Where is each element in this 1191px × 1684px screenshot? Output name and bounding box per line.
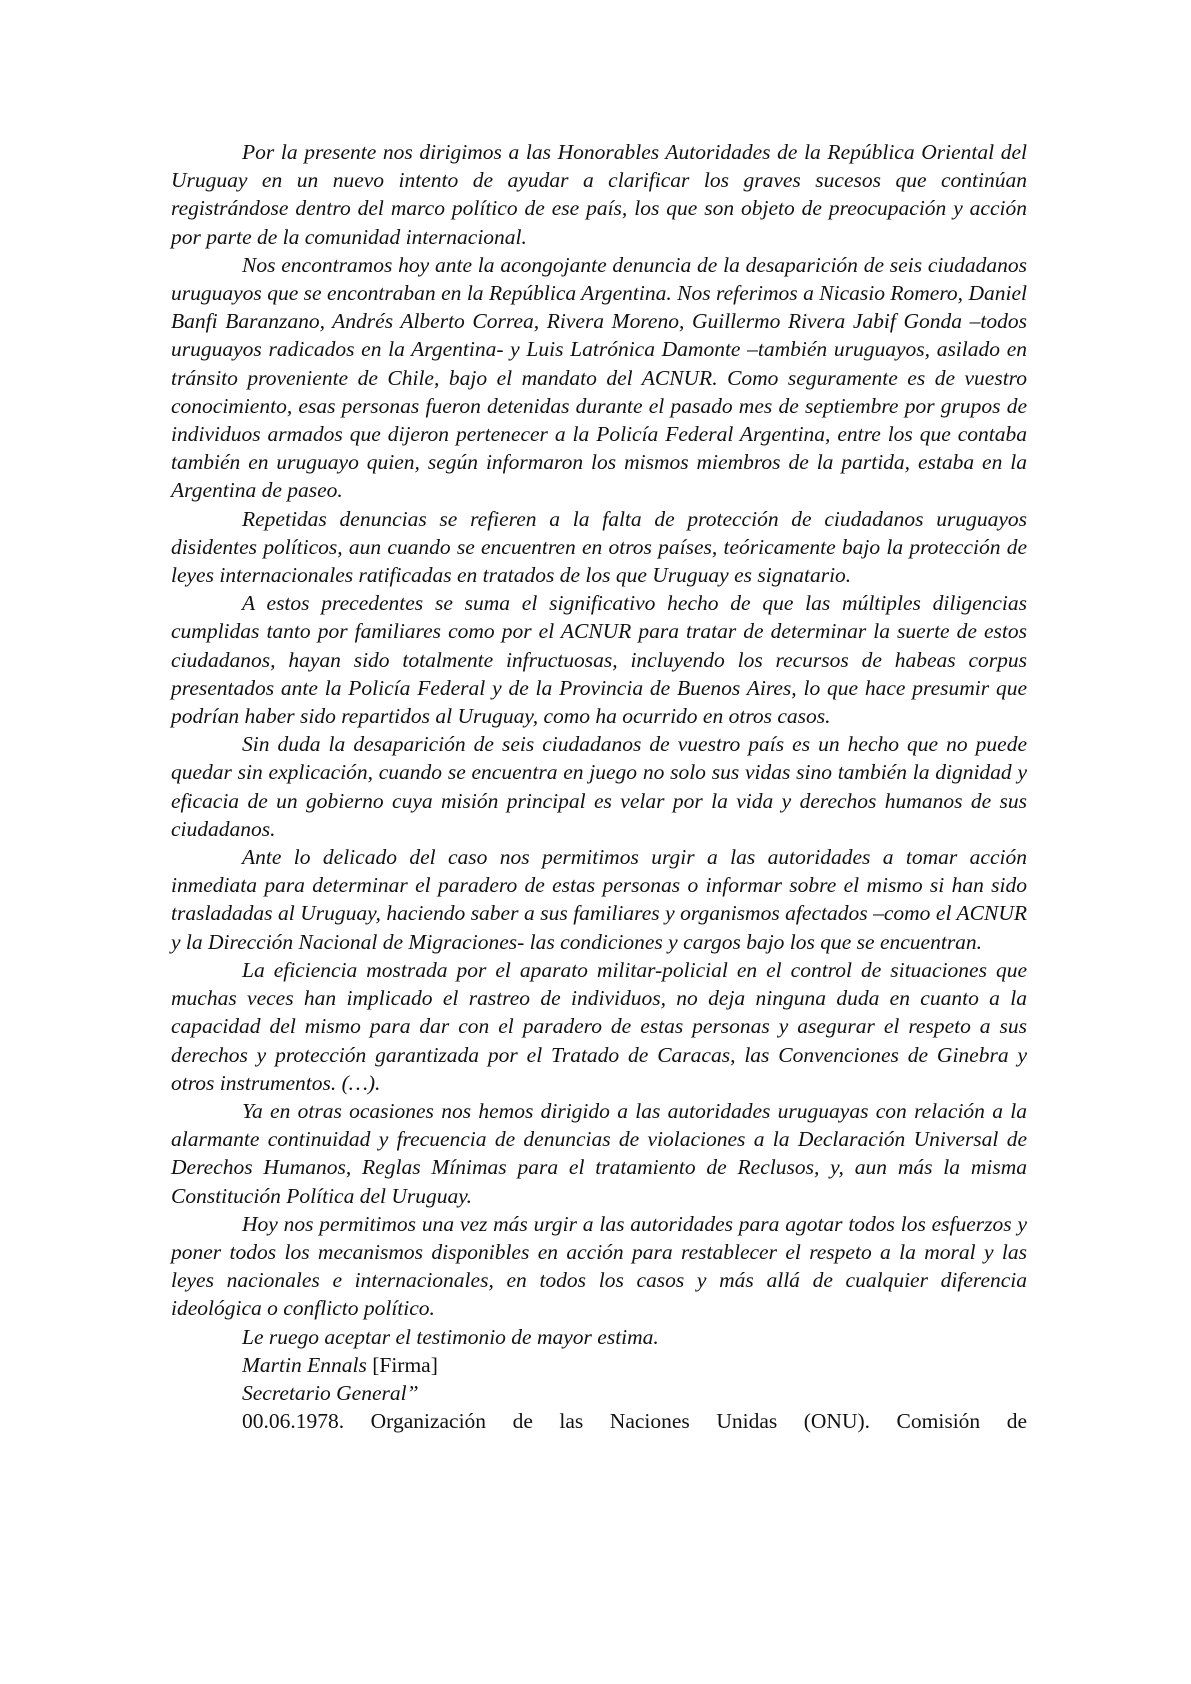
- next-entry-line: 00.06.1978. Organización de las Naciones Unidas (ONU). Comisión de: [242, 1409, 1027, 1434]
- paragraph-1: Por la presente nos dirigimos a las Honorables Autoridades de la República Oriental del Uruguay en un nuevo intento de ayudar a clarificar los graves sucesos que continúan registrándose dentro del marco político de ese país, los que son objeto de preocupación y acción por parte de la comunidad internacional.: [171, 140, 1027, 249]
- paragraph-8: Ya en otras ocasiones nos hemos dirigido a las autoridades uruguayas con relación a la alarmante continuidad y frecuencia de denuncias de violaciones a la Declaración Universal de Derechos Humanos, Reglas Mínimas para el tratamiento de Reclusos, y, aun más la misma Constitución Política del Uruguay.: [171, 1098, 1027, 1208]
- document-page: [171, 138, 1027, 1435]
- signatory-title: Secretario General”: [242, 1380, 419, 1405]
- signatory-line: [171, 1351, 1027, 1379]
- paragraph-7: La eficiencia mostrada por el aparato militar-policial en el control de situaciones que muchas veces han implicado el rastreo de individuos, no deja ninguna duda en cuanto a la capacidad del mismo para dar con el paradero de estas personas y asegurar el respeto a sus derechos y protección garantizada por el Tratado de Caracas, las Convenciones de Ginebra y otros instrumentos. (…).: [171, 957, 1027, 1095]
- signature-note: [Firma]: [372, 1352, 438, 1377]
- signatory-name: Martin Ennals: [242, 1352, 367, 1377]
- paragraph-3: Repetidas denuncias se refieren a la falta de protección de ciudadanos uruguayos disidentes políticos, aun cuando se encuentren en otros países, teóricamente bajo la protección de leyes internacionales ratificadas en tratados de los que Uruguay es signatario.: [171, 506, 1027, 588]
- paragraph-5: Sin duda la desaparición de seis ciudadanos de vuestro país es un hecho que no puede quedar sin explicación, cuando se encuentra en juego no solo sus vidas sino también la dignidad y eficacia de un gobierno cuya misión principal es velar por la vida y derechos humanos de sus ciudadanos.: [171, 732, 1027, 841]
- paragraph-9: Hoy nos permitimos una vez más urgir a las autoridades para agotar todos los esfuerzos y poner todos los mecanismos disponibles en acción para restablecer el respeto a la moral y las leyes nacionales e internacionales, en todos los casos y más allá de cualquier diferencia ideológica o conflicto político.: [171, 1211, 1027, 1321]
- closing-line: Le ruego aceptar el testimonio de mayor estima.: [242, 1324, 659, 1349]
- paragraph-6: Ante lo delicado del caso nos permitimos urgir a las autoridades a tomar acción inmediata para determinar el paradero de estas personas o informar sobre el mismo si han sido trasladadas al Uruguay, haciendo saber a sus familiares y organismos afectados –como el ACNUR y la Dirección Nacional de Migraciones- las condiciones y cargos bajo los que se encuentran.: [171, 845, 1027, 954]
- paragraph-2: Nos encontramos hoy ante la acongojante denuncia de la desaparición de seis ciudadanos uruguayos que se encontraban en la República Argentina. Nos referimos a Nicasio Romero, Daniel Banfi Baranzano, Andrés Alberto Correa, Rivera Moreno, Guillermo Rivera Jabif Gonda –todos uruguayos radicados en la Argentina- y Luis Latrónica Damonte –también uruguayos, asilado en tránsito proveniente de Chile, bajo el mandato del ACNUR. Como seguramente es de vuestro conocimiento, esas personas fueron detenidas durante el pasado mes de septiembre por grupos de individuos armados que dijeron pertenecer a la Policía Federal Argentina, entre los que contaba también en uruguayo quien, según informaron los mismos miembros de la partida, estaba en la Argentina de paseo.: [171, 252, 1027, 503]
- paragraph-4: A estos precedentes se suma el significativo hecho de que las múltiples diligencias cumplidas tanto por familiares como por el ACNUR para tratar de determinar la suerte de estos ciudadanos, hayan sido totalmente infructuosas, incluyendo los recursos de habeas corpus presentados ante la Policía Federal y de la Provincia de Buenos Aires, lo que hace presumir que podrían haber sido repartidos al Uruguay, como ha ocurrido en otros casos.: [171, 591, 1027, 729]
